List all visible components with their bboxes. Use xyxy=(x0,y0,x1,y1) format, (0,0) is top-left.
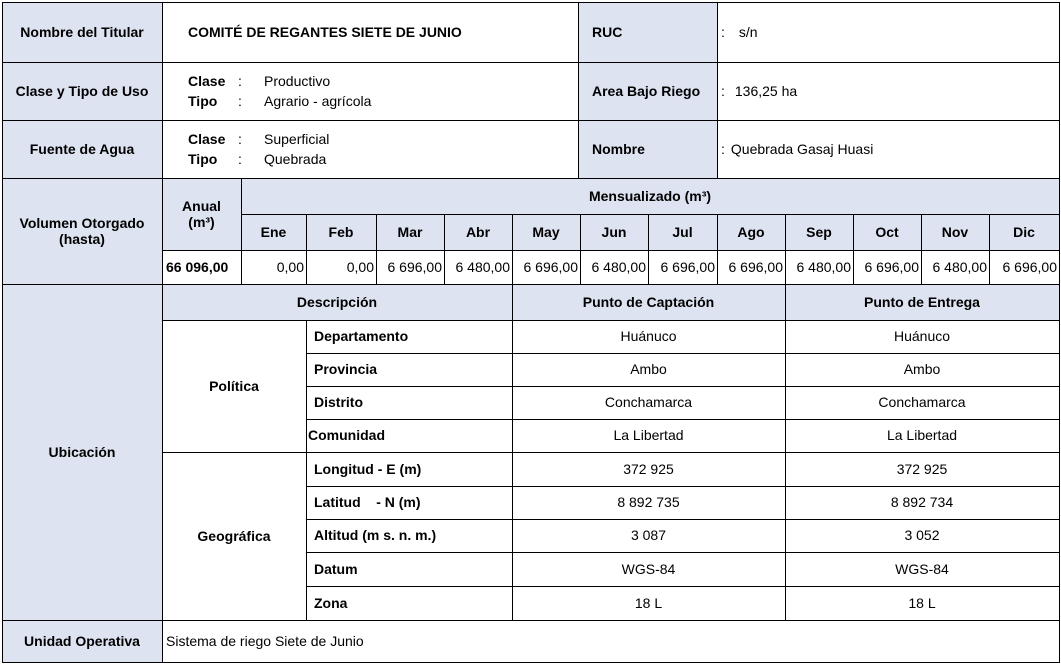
grid-line-v xyxy=(2,2,3,663)
month-value: 0,00 xyxy=(346,258,374,275)
grid-line-v xyxy=(162,2,163,663)
grid-line-h xyxy=(162,320,1060,321)
month-header: Jun xyxy=(580,214,648,250)
captacion-value: Huánuco xyxy=(620,328,677,345)
grid-line-h xyxy=(306,386,1060,387)
grid-line-v xyxy=(306,214,307,285)
month-header: Sep xyxy=(785,214,853,250)
grid-line-h xyxy=(241,214,1060,215)
month-header: Abr xyxy=(444,214,512,250)
month-value: 0,00 xyxy=(276,258,304,275)
month-value: 6 480,00 xyxy=(796,258,851,275)
anual-header: Anual (m³) xyxy=(162,178,241,250)
politica-label: Política xyxy=(209,377,259,394)
ubicacion-row-label: Altitud (m s. n. m.) xyxy=(314,527,437,544)
grid-line-h xyxy=(2,178,1060,179)
grid-line-v xyxy=(1059,2,1060,663)
grid-line-h xyxy=(306,552,1060,553)
unidad-value: Sistema de riego Siete de Junio xyxy=(166,632,364,649)
captacion-value: La Libertad xyxy=(613,427,684,444)
month-header: Feb xyxy=(306,214,376,250)
ubicacion-row-label: Provincia xyxy=(314,361,378,378)
entrega-value: Conchamarca xyxy=(878,394,966,411)
grid-line-v xyxy=(717,2,718,179)
descripcion-header: Descripción xyxy=(162,284,512,320)
month-value: 6 696,00 xyxy=(387,258,442,275)
ruc-label: RUC xyxy=(578,2,717,62)
nombre-value: : Quebrada Gasaj Huasi xyxy=(721,140,874,157)
month-header: May xyxy=(512,214,580,250)
grid-line-v xyxy=(578,2,579,179)
ubicacion-row-label: Latitud - N (m) xyxy=(314,494,421,511)
entrega-value: Huánuco xyxy=(893,328,951,345)
entrega-value: Ambo xyxy=(903,361,941,378)
grid-line-h xyxy=(306,519,1060,520)
month-value: 6 480,00 xyxy=(932,258,987,275)
grid-line-h xyxy=(306,486,1060,487)
month-value: 6 480,00 xyxy=(591,258,646,275)
month-header: Oct xyxy=(853,214,921,250)
month-value: 6 696,00 xyxy=(660,258,715,275)
month-header: Ago xyxy=(717,214,785,250)
month-value: 6 480,00 xyxy=(455,258,510,275)
month-value: 6 696,00 xyxy=(523,258,578,275)
grid-line-v xyxy=(580,214,581,285)
grid-line-v xyxy=(444,214,445,285)
grid-line-v xyxy=(376,214,377,285)
captacion-value: 18 L xyxy=(634,594,663,611)
grid-line-h xyxy=(162,250,1060,251)
entrega-value: La Libertad xyxy=(886,427,958,444)
grid-line-h xyxy=(2,62,1060,63)
area-value: : 136,25 ha xyxy=(721,82,798,99)
captacion-value: 3 087 xyxy=(630,527,667,544)
grid-line-h xyxy=(2,620,1060,621)
month-header: Mar xyxy=(376,214,444,250)
unidad-label: Unidad Operativa xyxy=(2,620,162,662)
captacion-header: Punto de Captación xyxy=(512,284,785,320)
grid-line-h xyxy=(306,353,1060,354)
grid-line-v xyxy=(717,214,718,285)
grid-line-h xyxy=(306,452,1060,453)
grid-line-v xyxy=(921,214,922,285)
grid-line-h xyxy=(2,2,1060,3)
grid-line-h xyxy=(2,120,1060,121)
anual-value: 66 096,00 xyxy=(166,258,229,275)
captacion-value: Conchamarca xyxy=(604,394,693,411)
entrega-value: 18 L xyxy=(908,594,936,611)
ubicacion-row-label: Datum xyxy=(314,560,358,577)
grid-line-v xyxy=(241,178,242,285)
grid-line-h xyxy=(2,662,1060,663)
ubicacion-row-label: Zona xyxy=(314,594,348,611)
grid-line-v xyxy=(989,214,990,285)
grid-line-v xyxy=(512,214,513,285)
month-value: 6 696,00 xyxy=(728,258,783,275)
grid-line-v xyxy=(785,284,786,621)
ubicacion-label: Ubicación xyxy=(2,284,162,620)
fuente-label: Fuente de Agua xyxy=(2,120,162,178)
captacion-value: WGS-84 xyxy=(621,560,676,577)
grid-line-h xyxy=(2,284,1060,285)
entrega-value: WGS-84 xyxy=(895,560,949,577)
grid-line-v xyxy=(306,320,307,621)
captacion-value: 8 892 735 xyxy=(617,494,680,511)
ubicacion-row-label: Distrito xyxy=(314,394,363,411)
month-value: 6 696,00 xyxy=(1002,258,1057,275)
geografica-label: Geográfica xyxy=(197,527,271,544)
grid-line-h xyxy=(306,586,1060,587)
month-header: Ene xyxy=(241,214,306,250)
grid-line-v xyxy=(512,284,513,621)
captacion-value: Ambo xyxy=(630,361,667,378)
grid-line-v xyxy=(853,214,854,285)
month-header: Dic xyxy=(989,214,1059,250)
mensual-header: Mensualizado (m³) xyxy=(241,178,1059,214)
entrega-header: Punto de Entrega xyxy=(785,284,1059,320)
titular-value: COMITÉ DE REGANTES SIETE DE JUNIO xyxy=(188,23,462,40)
month-header: Jul xyxy=(648,214,717,250)
entrega-value: 3 052 xyxy=(904,527,940,544)
month-value: 6 696,00 xyxy=(864,258,919,275)
nombre-label: Nombre xyxy=(578,120,717,178)
grid-line-h xyxy=(306,419,1060,420)
titular-label: Nombre del Titular xyxy=(2,2,162,62)
fuente-clase-tipo: Clase : Superficial Tipo : Quebrada xyxy=(188,130,330,167)
ubicacion-row-label: Longitud - E (m) xyxy=(314,460,422,477)
entrega-value: 8 892 734 xyxy=(890,494,954,511)
uso-label: Clase y Tipo de Uso xyxy=(2,62,162,120)
grid-line-h xyxy=(162,452,307,453)
grid-line-v xyxy=(785,214,786,285)
ubicacion-row-label: Comunidad xyxy=(308,427,385,444)
ubicacion-row-label: Departamento xyxy=(314,328,409,345)
volumen-label: Volumen Otorgado (hasta) xyxy=(2,178,162,284)
month-header: Nov xyxy=(921,214,989,250)
ruc-value: : s/n xyxy=(721,23,758,40)
area-label: Area Bajo Riego xyxy=(578,62,717,120)
captacion-value: 372 925 xyxy=(623,460,674,477)
grid-line-v xyxy=(648,214,649,285)
entrega-value: 372 925 xyxy=(896,460,948,477)
uso-clase-tipo: Clase : Productivo Tipo : Agrario - agrícola xyxy=(188,72,372,109)
